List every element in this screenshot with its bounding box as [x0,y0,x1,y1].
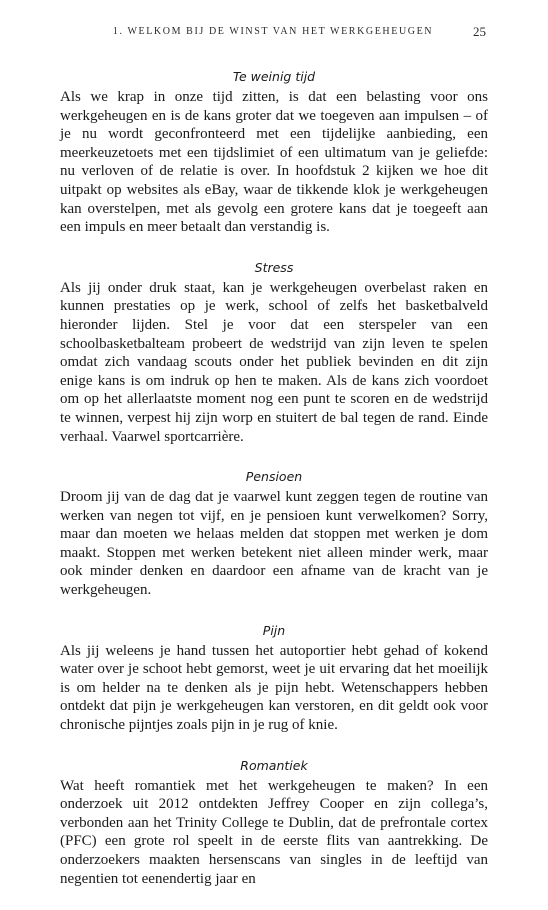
section-pijn [60,622,488,735]
section-te-weinig-tijd [60,68,488,237]
section-paragraph: Als jij weleens je hand tussen het autoportier hebt gehad of kokend water over je schoot hebt gemorst, weet je uit ervaring dat het moeilijk is om helder na te denken als je pijn hebt. Wetenschappers hebben ontdekt dat pijn je werkgeheugen kan verstoren, en dit geldt ook voor chronische pijntjes zoals pijn in je rug of knie. [60,642,488,734]
running-header: 1. WELKOM BIJ DE WINST VAN HET WERKGEHEUGEN [112,26,434,37]
page-number: 25 [473,24,486,39]
section-paragraph: Als we krap in onze tijd zitten, is dat een belasting voor ons werkgeheugen en is de kans groter dat we toegeven aan impulsen – of je nu wordt geconfronteerd met een tijdelijke aanbieding, een meerkeuzetoets met een tijdslimiet of een ultimatum van je geliefde: nu verloven of de relatie is over. In hoofdstuk 2 kijken we hoe dit uitpakt op websites als eBay, waar de tikkende klok je werkgeheugen kan overstelpen, met als gevolg een grotere kans dat je toegeeft aan een impuls en meer betaalt dan verstandig is. [60,89,488,236]
section-paragraph: Als jij onder druk staat, kan je werkgeheugen overbelast raken en kunnen prestaties op je werk, school of zelfs het basketbalveld hieronder lijden. Stel je voor dat een sterspeler van een schoolbasketbalteam probeert de wedstrijd van zijn leven te spelen omdat zich vandaag scouts onder het publiek bevinden en dit zijn enige kans is om indruk op hen te maken. Als de kans zich voordoet om op het allerlaatste moment nog een punt te scoren en de wedstrijd te winnen, verpest hij zijn worp en stuitert de bal tegen de rand. Einde verhaal. Vaarwel sportcarrière. [60,279,488,445]
section-stress [60,259,488,446]
section-heading: Te weinig tijd [232,69,316,84]
section-heading: Pijn [262,622,286,638]
section-heading: Pensioen [245,469,303,485]
section-paragraph: Wat heeft romantiek met het werkgeheugen te maken? In een onderzoek uit 2012 ontdekten Jeffrey Cooper en zijn collega’s, verbonden aan het Trinity College te Dublin, dat de prefrontale cortex (PFC) een grote rol speelt in de eerste flits van aantrekking. De onderzoekers maakten hersenscans van singles in de leeftijd van negentien tot eenendertig jaar en [60,777,488,887]
page-body [60,68,488,910]
section-heading: Romantiek [240,757,308,773]
section-heading: Stress [254,259,294,275]
section-romantiek [60,757,488,889]
section-paragraph: Droom jij van de dag dat je vaarwel kunt zeggen tegen de routine van werken van negen tot vijf, en je pensioen kunt verwelkomen? Sorry, maar dan moeten we helaas melden dat stoppen met werken je dom maakt. Stoppen met werken betekent niet alleen minder werk, maar ook minder denken en daardoor een afname van de kracht van je werkgeheugen. [60,489,488,599]
section-pensioen [60,468,488,600]
